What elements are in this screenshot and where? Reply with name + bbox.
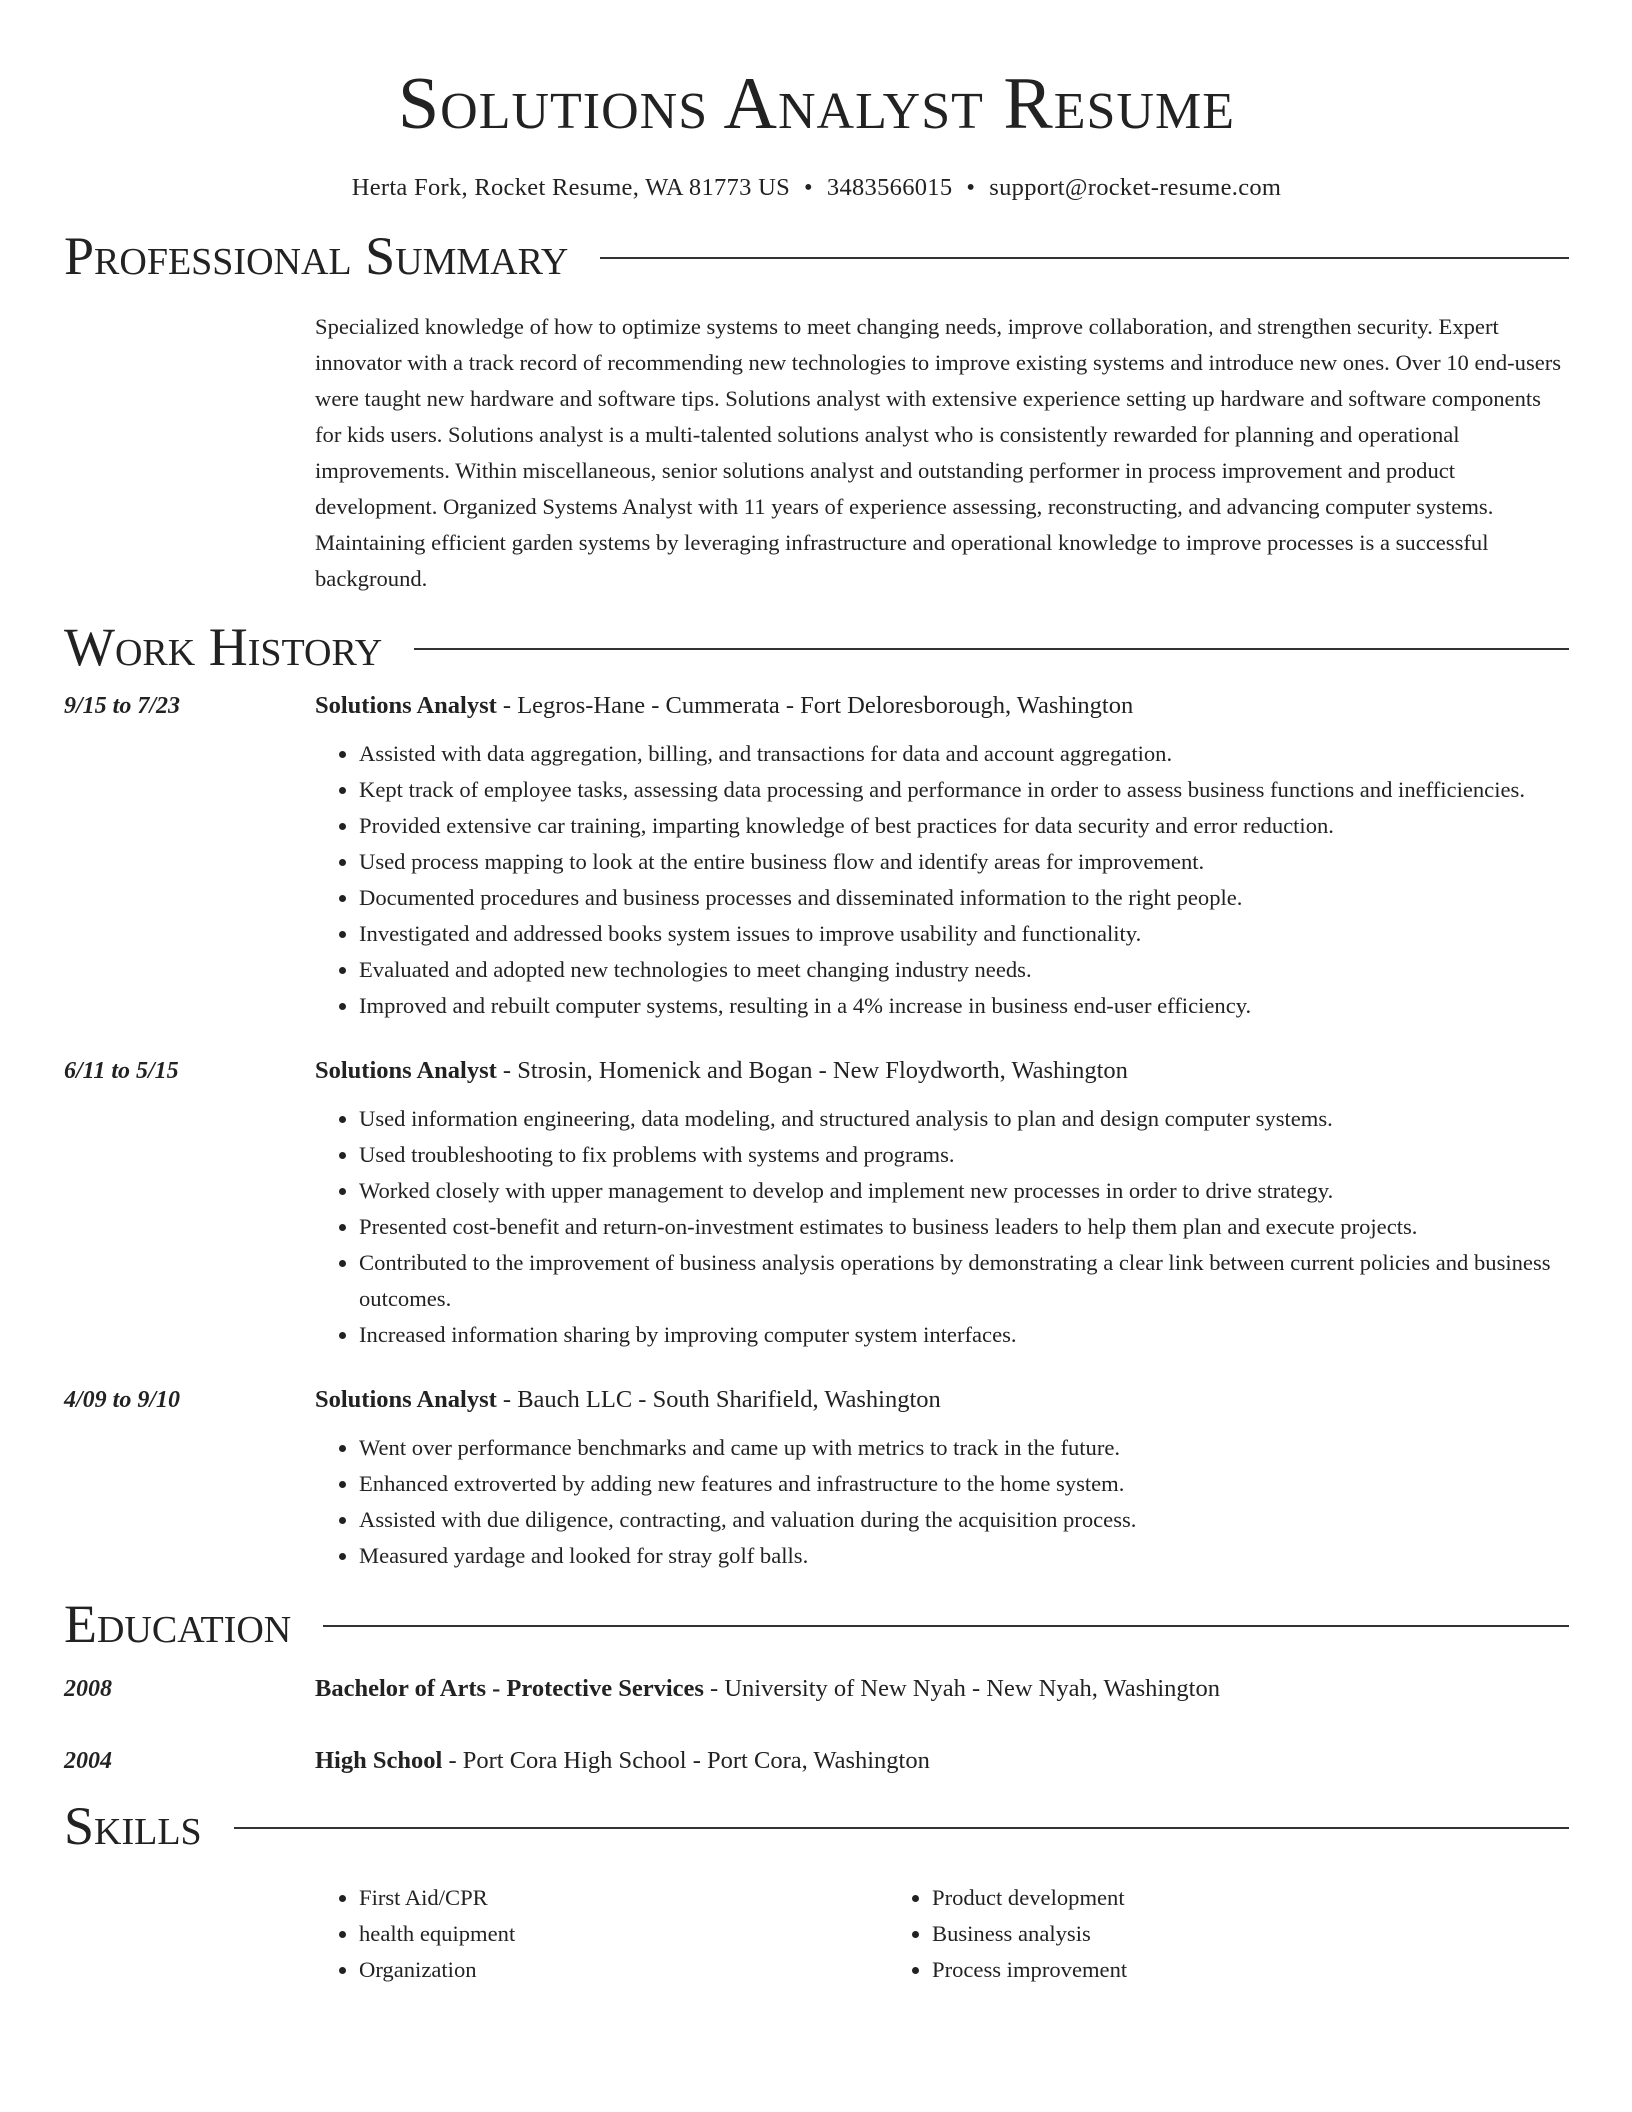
job-bullets	[315, 736, 1569, 1024]
job-bullet: • Provided extensive car training, imparting knowledge of best practices for data security and error reduction.	[359, 808, 1569, 844]
job-details: - Legros-Hane - Cummerata - Fort Deloresborough, Washington	[496, 692, 1134, 719]
job-dates: 6/11 to 5/15	[64, 1058, 179, 1084]
work-section-heading	[64, 615, 1569, 679]
contact-separator: •	[966, 174, 976, 201]
contact-email: support@rocket-resume.com	[989, 174, 1282, 201]
education-entry	[64, 1744, 1569, 1778]
skills-column-left	[315, 1880, 888, 1988]
work-heading-label: Work History	[64, 617, 383, 677]
job-details: - Bauch LLC - South Sharifield, Washington	[496, 1386, 941, 1413]
education-details: - Port Cora High School - Port Cora, Washington	[442, 1747, 930, 1774]
skill-item: • First Aid/CPR	[359, 1880, 888, 1916]
job-bullet: • Investigated and addressed books system issues to improve usability and functionality.	[359, 916, 1569, 952]
job-bullet: • Documented procedures and business processes and disseminated information to the right people.	[359, 880, 1569, 916]
education-entry	[64, 1672, 1569, 1706]
skill-item: • Organization	[359, 1952, 888, 1988]
education-section-heading	[64, 1592, 1569, 1656]
contact-phone: 3483566015	[826, 174, 953, 201]
job-bullet: • Contributed to the improvement of business analysis operations by demonstrating a clear link between current policies and business outcomes.	[359, 1245, 1569, 1317]
education-year: 2004	[64, 1748, 112, 1774]
contact-separator: •	[804, 174, 813, 201]
job-bullet: • Used information engineering, data modeling, and structured analysis to plan and design computer systems.	[359, 1101, 1569, 1137]
job-bullets	[315, 1101, 1569, 1353]
job-bullet: • Assisted with data aggregation, billing, and transactions for data and account aggregation.	[359, 736, 1569, 772]
job-bullet: • Improved and rebuilt computer systems, resulting in a 4% increase in business end-user efficiency.	[359, 988, 1569, 1024]
education-year: 2008	[64, 1676, 112, 1702]
skills-list	[64, 1880, 1569, 1988]
summary-heading-label: Professional Summary	[64, 226, 569, 286]
contact-line	[64, 174, 1569, 202]
job-bullet: • Increased information sharing by improving computer system interfaces.	[359, 1317, 1569, 1353]
skill-item: • health equipment	[359, 1916, 888, 1952]
job-bullet: • Used process mapping to look at the entire business flow and identify areas for improvement.	[359, 844, 1569, 880]
job-role: Solutions Analyst	[315, 1386, 497, 1413]
section-divider	[323, 1625, 1569, 1627]
resume-title: Solutions Analyst Resume	[398, 63, 1235, 145]
job-entry	[64, 1383, 1569, 1574]
skill-item: • Product development	[932, 1880, 1461, 1916]
job-entry	[64, 689, 1569, 1024]
job-bullet: • Enhanced extroverted by adding new features and infrastructure to the home system.	[359, 1466, 1569, 1502]
education-degree: High School	[315, 1747, 443, 1774]
job-bullet: • Worked closely with upper management to develop and implement new processes in order to drive strategy.	[359, 1173, 1569, 1209]
job-bullet: • Presented cost-benefit and return-on-investment estimates to business leaders to help them plan and execute projects.	[359, 1209, 1569, 1245]
job-bullet: • Kept track of employee tasks, assessing data processing and performance in order to assess business functions and inefficiencies.	[359, 772, 1569, 808]
job-dates: 4/09 to 9/10	[64, 1387, 181, 1413]
summary-text: Specialized knowledge of how to optimize systems to meet changing needs, improve collaboration, and strengthen security. Expert innovator with a track record of recommending new technologies to improve existing systems and introduce new ones. Over 10 end-users were taught new hardware and software tips. Solutions analyst with extensive experience setting up hardware and software components for kids users. Solutions analyst is a multi-talented solutions analyst who is consistently rewarded for planning and operational improvements. Within miscellaneous, senior solutions analyst and outstanding performer in process improvement and product development. Organized Systems Analyst with 11 years of experience assessing, reconstructing, and advancing computer systems. Maintaining efficient garden systems by leveraging infrastructure and operational knowledge to improve processes is a successful background.	[315, 314, 1562, 591]
job-entry	[64, 1054, 1569, 1353]
summary-section-heading	[64, 224, 1569, 288]
contact-address: Herta Fork, Rocket Resume, WA 81773 US	[351, 174, 790, 201]
skill-item: • Business analysis	[932, 1916, 1461, 1952]
job-dates: 9/15 to 7/23	[64, 693, 181, 719]
job-bullet: • Used troubleshooting to fix problems with systems and programs.	[359, 1137, 1569, 1173]
section-divider	[234, 1827, 1569, 1829]
skills-column-right	[888, 1880, 1461, 1988]
job-bullet: • Measured yardage and looked for stray golf balls.	[359, 1538, 1569, 1574]
skills-section-heading	[64, 1794, 1569, 1858]
job-details: - Strosin, Homenick and Bogan - New Floydworth, Washington	[496, 1057, 1128, 1084]
section-divider	[414, 648, 1569, 650]
skill-item: • Process improvement	[932, 1952, 1461, 1988]
section-divider	[600, 257, 1569, 259]
education-degree: Bachelor of Arts - Protective Services	[315, 1675, 704, 1702]
job-bullet: • Assisted with due diligence, contracting, and valuation during the acquisition process.	[359, 1502, 1569, 1538]
job-bullet: • Went over performance benchmarks and came up with metrics to track in the future.	[359, 1430, 1569, 1466]
skills-heading-label: Skills	[64, 1796, 202, 1856]
education-heading-label: Education	[64, 1594, 292, 1654]
job-role: Solutions Analyst	[315, 1057, 497, 1084]
job-bullet: • Evaluated and adopted new technologies to meet changing industry needs.	[359, 952, 1569, 988]
job-role: Solutions Analyst	[315, 692, 497, 719]
education-details: - University of New Nyah - New Nyah, Washington	[703, 1675, 1220, 1702]
job-bullets	[315, 1430, 1569, 1574]
